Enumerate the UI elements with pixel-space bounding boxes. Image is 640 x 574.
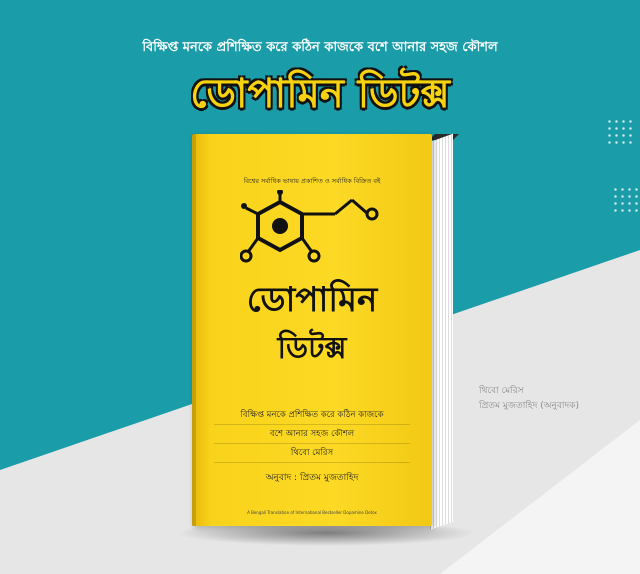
cover-english-note: A Bengali Translation of International Bestseller Dopamine Detox: [247, 510, 377, 515]
cover-top-line: বিশ্বের সর্বাধিক ভাষায় প্রকাশিত ও সর্বাধিক বিক্রিত বই: [243, 177, 381, 185]
book-image: [192, 134, 460, 534]
dot-pattern-decoration: [612, 186, 638, 212]
cover-subtitle-line1: বিক্ষিপ্ত মনকে প্রশিক্ষিত করে কঠিন কাজকে: [214, 406, 410, 425]
credits-translator: প্রিতম মুজতাহিদ (অনুবাদক): [479, 401, 580, 411]
cover-translator: অনুবাদ : প্রিতম মুজতাহিদ: [265, 473, 359, 483]
dopamine-molecule-icon: [240, 190, 390, 270]
book-cover: [192, 134, 432, 526]
cover-subtitle: [214, 406, 410, 463]
cover-subtitle-line2: বশে আনার সহজ কৌশল: [214, 425, 410, 444]
banner-title: ডোপামিন ডিটক্স: [190, 71, 450, 117]
credits-block: [479, 384, 579, 414]
banner-tagline: বিক্ষিপ্ত মনকে প্রশিক্ষিত করে কঠিন কাজকে বশে আনার সহজ কৌশল: [142, 40, 498, 55]
credits-author: থিবো মেরিস: [479, 386, 524, 396]
book-pages: [430, 134, 453, 530]
cover-title-line2: ডিটক্স: [277, 331, 347, 366]
cover-title-line1: ডোপামিন: [246, 280, 378, 320]
cover-author: থিবো মেরিস: [214, 444, 410, 463]
